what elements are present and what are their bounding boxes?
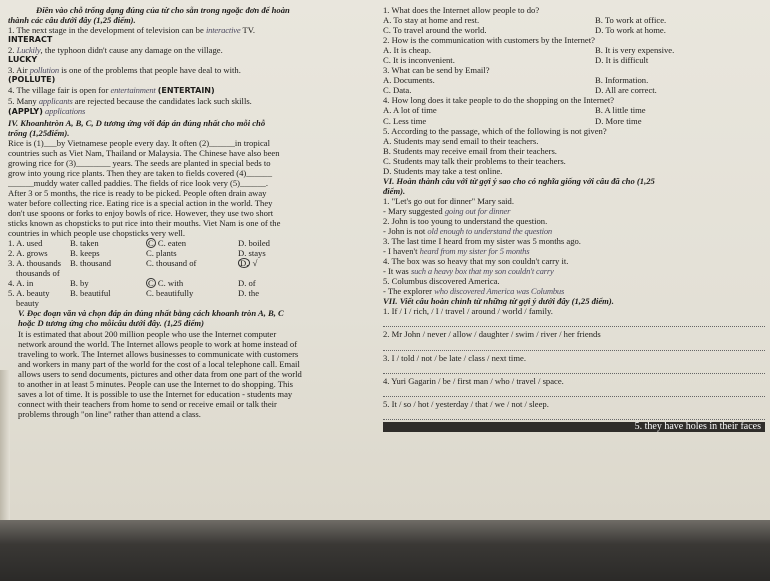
mc-options: C. It is inconvenient. D. It is difficult xyxy=(383,55,649,66)
word-lucky: LUCKY xyxy=(8,55,38,65)
mc-options: C. To travel around the world. D. To work at home. xyxy=(383,25,666,36)
mc-option: B. Students may receive email from their teachers. xyxy=(383,145,557,156)
mc-question-3: 3. What can be send by Email? xyxy=(383,65,490,76)
mc-question-1: 1. What does the Internet allow people to do? xyxy=(383,5,540,15)
passage-line: grow into young rice plants. Then they are taken to fields covered (4)______ xyxy=(8,167,273,178)
passage-line: water before collecting rice. Eating rice is a special action in the world. They xyxy=(8,197,273,208)
answer-line xyxy=(383,410,765,420)
reading-line: to another in at least 5 minutes. People can use the Internet to do shopping. This xyxy=(18,378,294,389)
mc-question-2: 2. How is the communication with customers by the Internet? xyxy=(383,35,595,46)
mc-option: D. Students may take a test online. xyxy=(383,165,503,176)
word-pollute: (POLLUTE) xyxy=(8,75,56,85)
mc-options: A. It is cheap. B. It is very expensive. xyxy=(383,45,675,56)
rewrite-1-answer: - Mary suggested going out for dinner xyxy=(383,205,511,216)
reading-line: and workers in many part of the world for the cost of a local telephone call. Email xyxy=(18,358,300,369)
reading-line: connect with their teachers from home to send or receive email or talk their xyxy=(18,398,277,409)
option-row: beauty xyxy=(16,298,39,309)
rewrite-5-answer: - The explorer who discovered America was Columbus xyxy=(383,286,565,297)
answer-line xyxy=(383,341,765,351)
answer-line xyxy=(383,317,765,327)
passage-line: growing rice for (3)________ years. The seeds are planted in special beds to xyxy=(8,157,271,168)
section-iv-title: IV. Khoanhtròn A, B, C, D tương ứng với đáp án đúng nhất cho mỗi chỗ xyxy=(8,117,266,128)
passage-line: After 3 or 5 months, the rice is ready to be picked. People often drain away xyxy=(8,187,267,198)
reading-line: traveling to work. The Internet allows businesses to communicate with customers xyxy=(18,348,299,359)
section-iii-title: Điền vào chỗ trống dạng đúng của từ cho sẵn trong ngoặc đơn để hoàn xyxy=(36,5,290,15)
option-row: 4. A. in B. by C C. with D. of xyxy=(8,278,256,289)
word-apply: (APPLY) applications xyxy=(8,106,86,117)
option-row: 2. A. grows B. keeps C. plants D. stays xyxy=(8,248,266,259)
prompt-5: 5. It / so / hot / yesterday / that / we / not / sleep. xyxy=(383,398,549,409)
passage-line: ______muddy water called paddies. The fields of rice look very (5)______. xyxy=(8,177,268,188)
rewrite-1: 1. "Let's go out for dinner" Mary said. xyxy=(383,195,515,206)
options-table xyxy=(8,238,370,308)
reading-line: problems through "on line" rather than attend a class. xyxy=(18,408,201,419)
reading-line: allows users to send documents, pictures and other data from one part of the world xyxy=(18,368,302,379)
question-5: 5. Many applicants are rejected because the candidates lack such skills. xyxy=(8,96,252,107)
answer-line xyxy=(383,387,765,397)
option-row: thousands of xyxy=(16,268,60,279)
prompt-2: 2. Mr John / never / allow / daughter / swim / river / her friends xyxy=(383,329,601,340)
section-iii-title-2: thành các câu dưới đây (1,25 điểm). xyxy=(8,15,136,26)
mc-options: A. Documents. B. Information. xyxy=(383,75,649,86)
passage-line: sticks known as chopsticks to put rice into their mouths. Viet Nam is one of the xyxy=(8,217,281,228)
handwritten-answer: interactive xyxy=(205,25,241,36)
mc-options: C. Less time D. More time xyxy=(383,115,642,126)
rewrite-3: 3. The last time I heard from my sister was 5 months ago. xyxy=(383,236,581,247)
mc-option: A. Students may send email to their teachers. xyxy=(383,135,539,146)
question-1: 1. The next stage in the development of television can be interactive TV. xyxy=(8,25,255,36)
question-4: 4. The village fair is open for entertainment (ENTERTAIN) xyxy=(8,85,215,96)
question-3: 3. Air pollution is one of the problems that people have deal to with. xyxy=(8,65,241,76)
section-vi-title-2: điểm). xyxy=(383,185,406,196)
passage-line: don't use spoons or forks to enjoy bowls of rice. However, they use two short xyxy=(8,207,274,218)
prompt-1: 1. If / I / rich, / I / travel / around / world / family. xyxy=(383,306,553,317)
section-v-title: V. Đọc đoạn văn và chọn đáp án đúng nhất bằng cách khoanh tròn A, B, C xyxy=(18,308,284,319)
reading-line: network around the world. The Internet allows people to work at home instead of xyxy=(18,338,298,349)
mc-options: A. A lot of time B. A little time xyxy=(383,105,646,116)
rewrite-2-answer: - John is not old enough to understand the question xyxy=(383,226,553,237)
mc-option: C. Students may talk their problems to their teachers. xyxy=(383,155,566,166)
rewrite-5: 5. Columbus discovered America. xyxy=(383,276,500,287)
rewrite-4-answer: - It was such a heavy box that my son couldn't carry xyxy=(383,266,554,277)
mc-question-4: 4. How long does it take people to do the shopping on the Internet? xyxy=(383,95,615,106)
rewrite-2: 2. John is too young to understand the question. xyxy=(383,215,548,226)
option-row: 3. A. thousands B. thousand C. thousand of D. √ xyxy=(8,258,258,269)
answer-line xyxy=(383,364,765,374)
rewrite-4: 4. The box was so heavy that my son couldn't carry it. xyxy=(383,256,569,267)
passage-line: Rice is (1)___by Vietnamese people every day. It often (2)______in tropical xyxy=(8,137,270,148)
left-column xyxy=(8,5,370,419)
desk-shadow xyxy=(0,520,770,581)
right-column xyxy=(383,5,765,432)
mc-options: C. Data. D. All are correct. xyxy=(383,85,657,96)
prompt-4: 4. Yuri Gagarin / be / first man / who / travel / space. xyxy=(383,375,564,386)
next-page-peek: 5. they have holes in their faces xyxy=(383,422,765,432)
option-row: 5. A. beauty B. beautiful C. beautifully D. the xyxy=(8,288,260,299)
mc-question-5: 5. According to the passage, which of the following is not given? xyxy=(383,125,607,136)
word-interact: INTERACT xyxy=(8,35,53,45)
mc-options: A. To stay at home and rest. B. To work at office. xyxy=(383,15,667,26)
option-row: 1. A. used B. taken C C. eaten D. boiled xyxy=(8,238,270,249)
question-2: 2. Luckily, the typhoon didn't cause any damage on the village. xyxy=(8,45,223,56)
reading-line: saves a lot of time. It is possible to use the Internet for education - students may xyxy=(18,388,293,399)
passage-line: countries in which people use chopsticks very well. xyxy=(8,228,186,239)
rewrite-3-answer: - I haven't heard from my sister for 5 months xyxy=(383,246,530,257)
section-iv-title-2: trống (1,25điểm). xyxy=(8,127,70,138)
prompt-3: 3. I / told / not / be late / class / next time. xyxy=(383,352,526,363)
section-v-title-2: hoặc D tương ứng cho mỗicâu dưới đây. (1,25 điểm) xyxy=(18,318,204,329)
section-vi-title: VI. Hoàn thành câu với từ gợi ý sao cho có nghĩa giống với câu đã cho (1,25 xyxy=(383,175,655,186)
section-vii-title: VII. Viết câu hoàn chỉnh từ những từ gợi ý dưới đây (1,25 điểm). xyxy=(383,296,614,307)
passage-line: countries such as Viet Nam, Thailand or Malaysia. The Chinese have also been xyxy=(8,147,280,158)
reading-line: It is estimated that about 200 million people who use the Internet computer xyxy=(18,328,277,339)
